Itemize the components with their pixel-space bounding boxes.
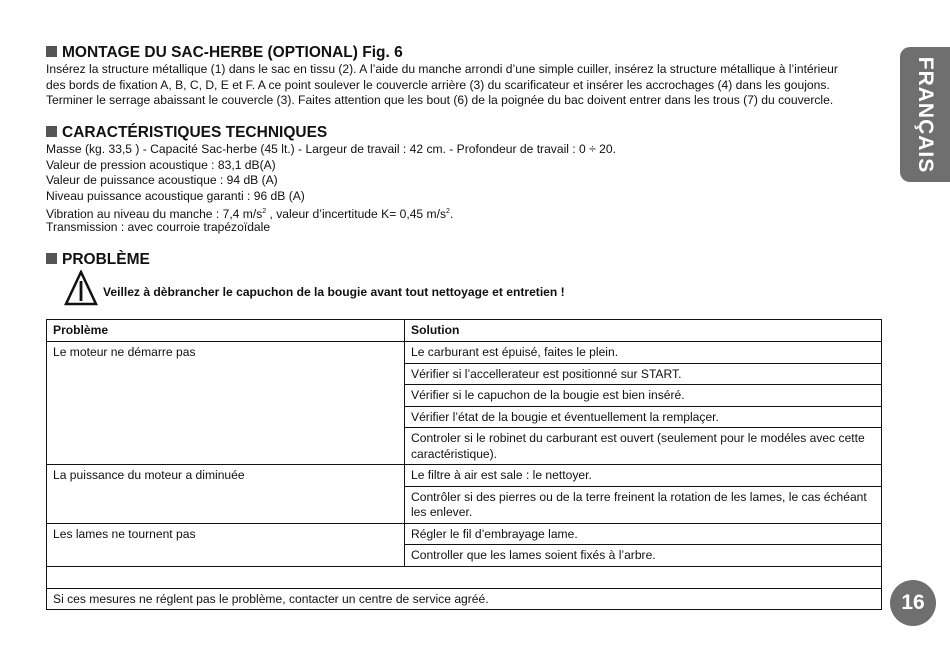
table-header-row	[47, 320, 882, 342]
table-footer-row	[47, 588, 882, 610]
montage-line-3: Terminer le serrage abaissant le couvercle (3). Faites attention que les bout (6) de la poignée du bac doivent entrer dans les trous (7) du couvercle.	[46, 93, 834, 108]
header-solution: Solution	[405, 320, 882, 342]
troubleshooting-table	[46, 319, 882, 610]
montage-line-2: des bords de fixation A, B, C, D, E et F. A ce point soulever le couvercle arrière (3) du scarificateur et insérer les accrochages (4) dans les goujons.	[46, 77, 830, 92]
footer-cell: Si ces mesures ne réglent pas le problème, contacter un centre de service agréé.	[47, 588, 882, 610]
solution-cell: Régler le fil d’embrayage lame.	[405, 523, 882, 545]
table-row	[47, 523, 882, 545]
montage-line-1: Insérez la structure métallique (1) dans le sac en tissu (2). A l’aide du manche arrondi d’une simple cuiller, insérez la structure métallique à l’intérieur	[46, 62, 838, 76]
solution-cell: Vérifier si le capuchon de la bougie est bien inséré.	[405, 385, 882, 407]
table-empty-row	[47, 566, 882, 588]
bullet-square-icon	[46, 126, 57, 137]
spec-line-5: Vibration au niveau du manche : 7,4 $m/s^2$ , valeur d’incertitude K= 0,45 $m/s^2$.	[46, 207, 454, 222]
bullet-square-icon	[46, 46, 57, 57]
section-title-probleme: PROBLÈME	[46, 251, 150, 269]
warning-text: Veillez à dèbrancher le capuchon de la bougie avant tout nettoyage et entretien !	[103, 285, 565, 299]
solution-cell: Vérifier si l’accellerateur est positionné sur START.	[405, 363, 882, 385]
solution-cell: Controler si le robinet du carburant est ouvert (seulement pour le modéles avec cette caractéristique).	[405, 428, 882, 465]
warning-triangle-icon	[64, 270, 98, 306]
problem-cell: La puissance du moteur a diminuée	[47, 465, 405, 524]
spec-line-4: Niveau puissance acoustique garanti : 96 dB (A)	[46, 188, 305, 203]
problem-cell: Le moteur ne démarre pas	[47, 342, 405, 465]
solution-cell: Contrôler si des pierres ou de la terre freinent la rotation de les lames, le cas échéant les enlever.	[405, 486, 882, 523]
solution-cell: Controller que les lames soient fixés à l’arbre.	[405, 545, 882, 567]
spec-line-6: Transmission : avec courroie trapézoïdale	[46, 220, 271, 234]
bullet-square-icon	[46, 253, 57, 264]
solution-cell: Le filtre à air est sale : le nettoyer.	[405, 465, 882, 487]
section-title-caracteristiques: CARACTÉRISTIQUES TECHNIQUES	[46, 124, 327, 142]
page-number: 16	[890, 580, 936, 626]
language-tab	[900, 47, 950, 182]
spec-line-3: Valeur de puissance acoustique : 94 dB (A)	[46, 173, 278, 188]
table-row	[47, 465, 882, 487]
spec-line-2: Valeur de pression acoustique : 83,1 dB(A)	[46, 157, 276, 172]
solution-cell: Vérifier l’état de la bougie et éventuellement la remplaçer.	[405, 406, 882, 428]
table-row	[47, 342, 882, 364]
section-title-montage: MONTAGE DU SAC-HERBE (OPTIONAL) Fig. 6	[46, 44, 403, 62]
spec-line-1: Masse (kg. 33,5 ) - Capacité Sac-herbe (45 lt.) - Largeur de travail : 42 cm. - Profondeur de travail : 0 ÷ 20.	[46, 142, 616, 156]
empty-cell	[47, 566, 882, 588]
header-problem: Problème	[47, 320, 405, 342]
problem-cell: Les lames ne tournent pas	[47, 523, 405, 566]
language-tab-label: FRANÇAIS	[914, 56, 937, 173]
solution-cell: Le carburant est épuisé, faites le plein.	[405, 342, 882, 364]
